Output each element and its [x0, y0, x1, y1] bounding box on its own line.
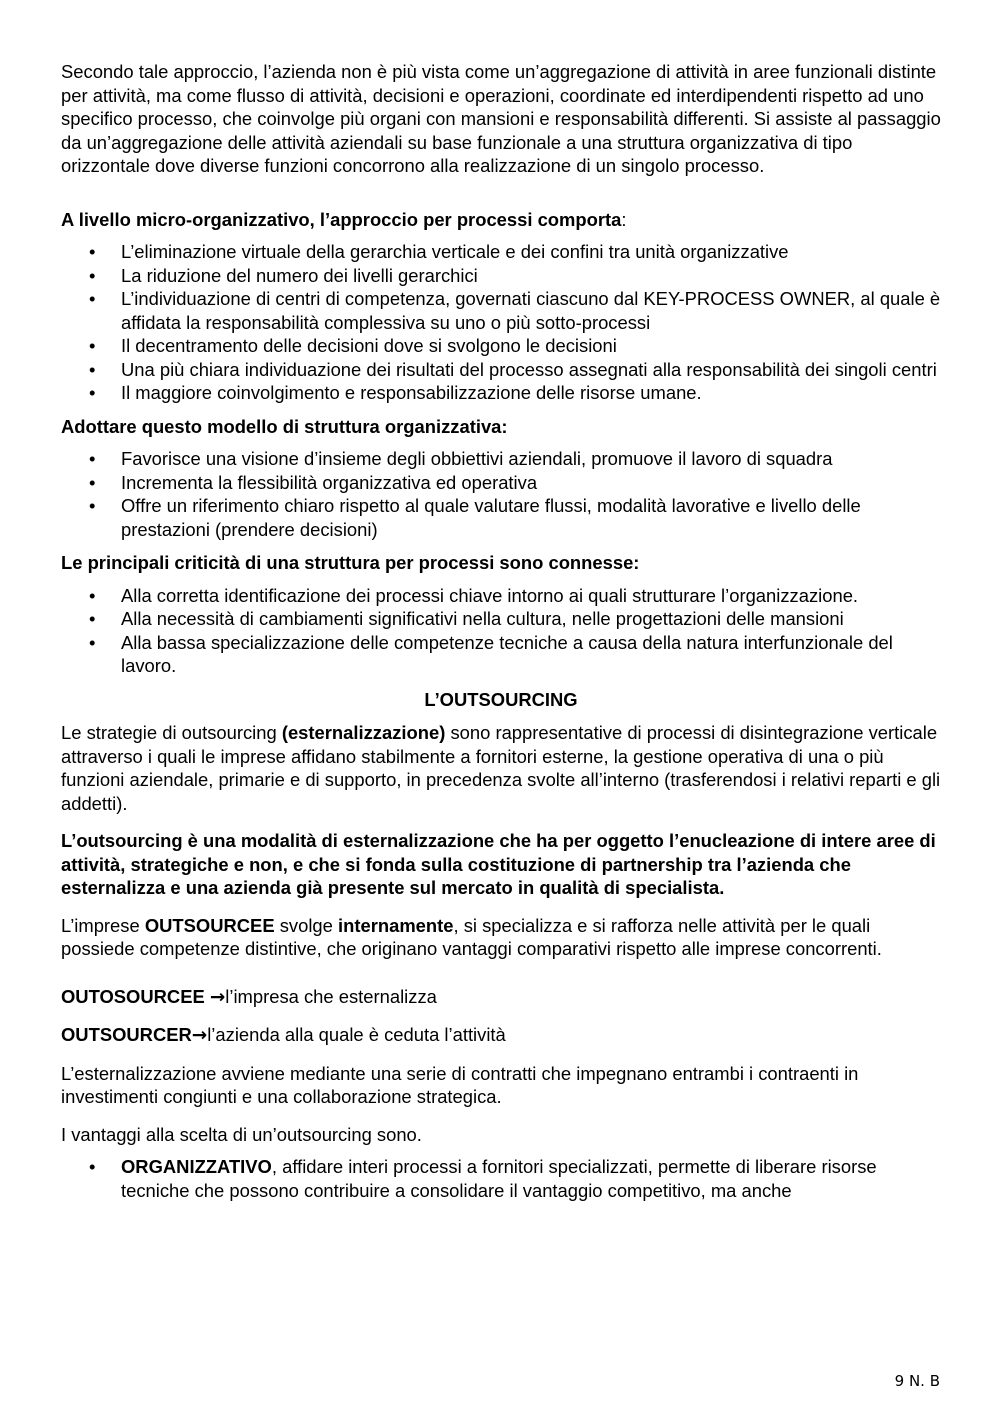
criticita-heading-text: Le principali criticità di una struttura per processi sono connesse:: [61, 552, 640, 573]
outsourcing-paragraph-4: L’esternalizzazione avviene mediante una serie di contratti che impegnano entrambi i contraenti in investimenti congiunti e una collaborazione strategica.: [61, 1062, 859, 1107]
document-page: [61, 60, 941, 1202]
term-label: OUTOSOURCEE: [61, 985, 210, 1007]
text-run: L’imprese: [61, 914, 145, 936]
section-title-text: L’OUTSOURCING: [424, 688, 578, 710]
text-run: svolge: [274, 914, 338, 936]
list-item: • Alla bassa specializzazione delle competenze tecniche a causa della natura interfunzionale del lavoro.: [61, 631, 941, 678]
text-run-bold: OUTSOURCEE: [144, 914, 275, 936]
outsourcing-paragraph-5: I vantaggi alla scelta di un’outsourcing sono.: [61, 1123, 422, 1145]
list-item: • Incrementa la flessibilità organizzativa ed operativa: [61, 471, 941, 495]
text-run: Le strategie di outsourcing: [61, 722, 282, 743]
list-item: [61, 1155, 941, 1202]
term-text: l’impresa che esternalizza: [225, 985, 437, 1007]
micro-heading-text: A livello micro-organizzativo, l’approccio per processi comporta: [61, 208, 622, 230]
list-item: • Il decentramento delle decisioni dove si svolgono le decisioni: [61, 334, 941, 358]
micro-list: [61, 240, 941, 405]
definition-text: L’outsourcing è una modalità di esternalizzazione che ha per oggetto l’enucleazione di intere aree di attività, strategiche e non, e che si fonda sulla costituzione di partnership tra l’azienda che esternalizza e una azienda già presente sul mercato in qualità di specialista.: [61, 830, 936, 898]
text-run-bold: internamente: [338, 914, 454, 936]
arrow-right-icon: →: [209, 986, 226, 1008]
list-item: • La riduzione del numero dei livelli gerarchici: [61, 264, 941, 288]
arrow-right-icon: →: [191, 1025, 208, 1046]
advantage-text: , affidare interi processi a fornitori specializzati, permette di liberare risorse tecniche che possono contribuire a consolidare il vantaggio competitivo, ma anche: [121, 1156, 877, 1201]
list-item: • Una più chiara individuazione dei risultati del processo assegnati alla responsabilità dei singoli centri: [61, 358, 941, 382]
adottare-list: [61, 447, 941, 541]
intro-paragraph: Secondo tale approccio, l’azienda non è più vista come un’aggregazione di attività in aree funzionali distinte per attività, ma come flusso di attività, decisioni e operazioni, coordinate ed interdipendenti rispetto ad uno specifico processo, che coinvolge più organi con mansioni e responsabilità differenti. Si assiste al passaggio da un’aggregazione delle attività aziendali su base funzionale a una struttura organizzativa di tipo orizzontale dove diverse funzioni concorrono alla realizzazione di un singolo processo.: [61, 61, 941, 176]
advantages-list: [61, 1155, 941, 1202]
criticita-list: [61, 584, 941, 678]
outsourcing-paragraph-3: [61, 914, 941, 961]
list-item: • L’individuazione di centri di competenza, governati ciascuno dal KEY-PROCESS OWNER, al quale è affidata la responsabilità complessiva su uno o più sotto-processi: [61, 287, 941, 334]
term-label: OUTSOURCER: [61, 1024, 192, 1045]
list-item: • Alla necessità di cambiamenti significativi nella cultura, nelle progettazioni delle mansioni: [61, 607, 941, 631]
adottare-heading-text: Adottare questo modello di struttura organizzativa:: [61, 415, 508, 437]
section-title: [61, 688, 941, 712]
list-item: • Offre un riferimento chiaro rispetto al quale valutare flussi, modalità lavorative e livello delle prestazioni (prendere decisioni): [61, 494, 941, 541]
outsourcing-paragraph-1: [61, 721, 941, 815]
term-outsourcee: [61, 985, 941, 1010]
criticita-heading: [61, 551, 941, 575]
text-run: sono rappresentative di processi di disintegrazione verticale attraverso i quali le imprese affidano stabilmente a fornitori esterne, la gestione operativa di una o più funzioni aziendale, primarie e di supporto, in precedenza svolte all’interno (trasferendosi i relativi reparti e gli addetti).: [61, 722, 941, 814]
outsourcing-definition: [61, 829, 941, 900]
list-item: • Il maggiore coinvolgimento e responsabilizzazione delle risorse umane.: [61, 381, 941, 405]
list-item: • Favorisce una visione d’insieme degli obbiettivi aziendali, promuove il lavoro di squadra: [61, 447, 941, 471]
micro-heading-colon: :: [621, 208, 627, 230]
text-run-bold: (esternalizzazione): [281, 722, 446, 743]
term-text: l’azienda alla quale è ceduta l’attività: [207, 1024, 506, 1045]
micro-heading: [61, 208, 941, 232]
list-item: • Alla corretta identificazione dei processi chiave intorno ai quali strutturare l’organizzazione.: [61, 584, 941, 608]
term-outsourcer: [61, 1023, 941, 1048]
advantage-label: ORGANIZZATIVO: [121, 1156, 272, 1177]
list-item: • L’eliminazione virtuale della gerarchia verticale e dei confini tra unità organizzative: [61, 240, 941, 264]
text-run: , si specializza e si rafforza nelle attività per le quali possiede competenze distintive, che originano vantaggi comparativi rispetto alle imprese concorrenti.: [61, 914, 882, 959]
adottare-heading: [61, 415, 941, 439]
page-footer: 9 N. B: [894, 1372, 940, 1390]
